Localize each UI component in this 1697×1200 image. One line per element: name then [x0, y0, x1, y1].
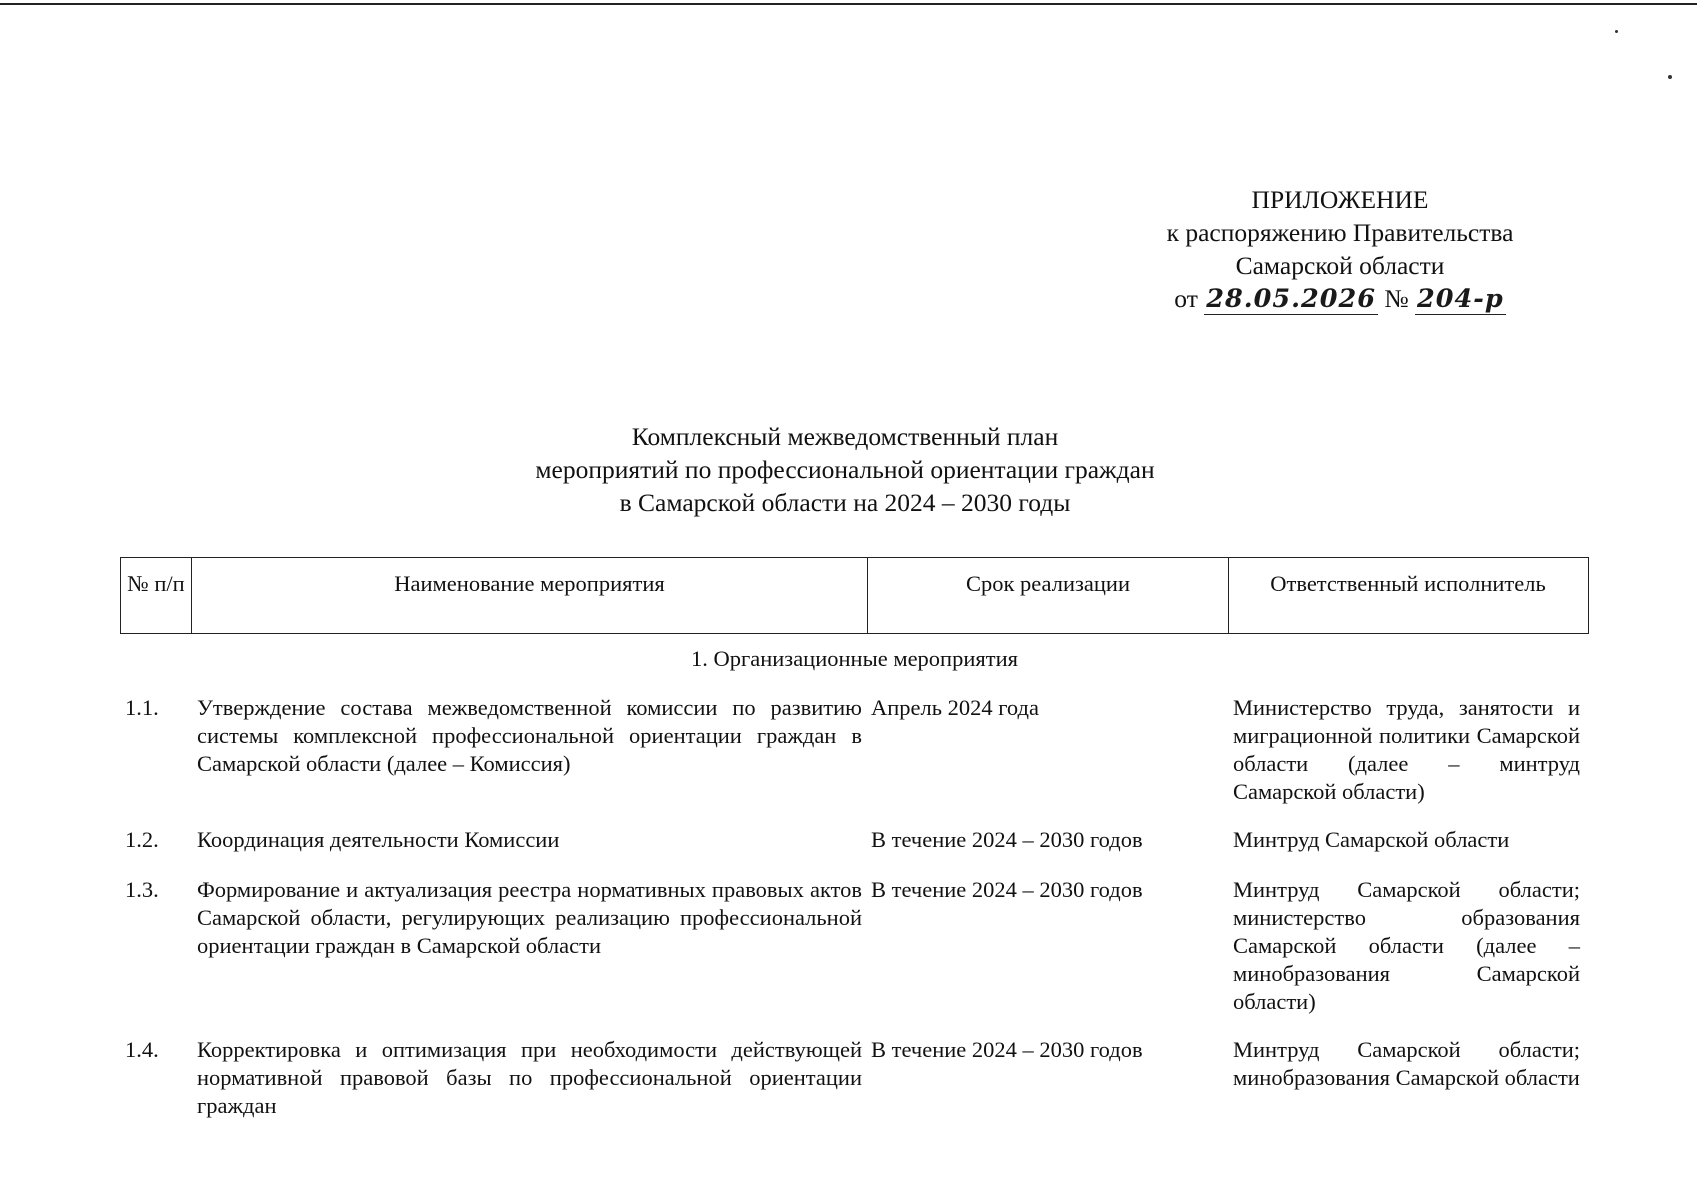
table-header	[120, 557, 1589, 634]
appendix-date-line	[1100, 282, 1580, 315]
appendix-heading: ПРИЛОЖЕНИЕ	[1251, 185, 1429, 214]
row-period: В течение 2024 – 2030 годов	[871, 827, 1143, 852]
row-name: Координация деятельности Комиссии	[197, 827, 560, 852]
row-name: Формирование и актуализация реестра нормативных правовых актов Самарской области, регулирующих реализацию профессиональной ориентации граждан в Самарской области	[197, 877, 862, 958]
handwritten-number: 204-р	[1417, 284, 1504, 314]
row-num: 1.4.	[125, 1037, 159, 1062]
row-num: 1.1.	[125, 695, 159, 720]
header-period: Срок реализации	[868, 558, 1229, 633]
row-responsible: Минтруд Самарской области; министерство образования Самарской области (далее – минобразования Самарской области)	[1233, 877, 1580, 1014]
row-responsible: Минтруд Самарской области	[1233, 827, 1510, 852]
appendix-block	[1100, 183, 1580, 315]
title-line-1: Комплексный межведомственный план	[631, 422, 1059, 451]
handwritten-date: 28.05.2026	[1206, 284, 1376, 314]
row-period: Апрель 2024 года	[871, 695, 1039, 720]
appendix-line-1: к распоряжению Правительства	[1166, 218, 1514, 247]
title-line-2: мероприятий по профессиональной ориентации граждан	[535, 455, 1155, 484]
number-prefix: №	[1384, 284, 1409, 313]
scan-speck	[1615, 30, 1618, 33]
row-period: В течение 2024 – 2030 годов	[871, 877, 1143, 902]
row-name: Корректировка и оптимизация при необходимости действующей нормативной правовой базы по профессиональной ориентации граждан	[197, 1037, 862, 1118]
document-title	[400, 420, 1290, 519]
scan-speck	[1668, 75, 1672, 79]
header-name: Наименование мероприятия	[192, 558, 868, 633]
row-responsible: Минтруд Самарской области; минобразования Самарской области	[1233, 1037, 1580, 1090]
row-num: 1.2.	[125, 827, 159, 852]
row-responsible: Министерство труда, занятости и миграционной политики Самарской области (далее – минтруд Самарской области)	[1233, 695, 1580, 804]
section-title: 1. Организационные мероприятия	[691, 646, 1018, 671]
row-name: Утверждение состава межведомственной комиссии по развитию системы комплексной профессиональной ориентации граждан в Самарской области (далее – Комиссия)	[197, 695, 862, 776]
title-line-3: в Самарской области на 2024 – 2030 годы	[619, 488, 1071, 517]
appendix-line-2: Самарской области	[1235, 251, 1445, 280]
row-num: 1.3.	[125, 877, 159, 902]
header-num: № п/п	[121, 558, 192, 633]
date-prefix: от	[1174, 284, 1198, 313]
header-responsible: Ответственный исполнитель	[1270, 571, 1546, 596]
top-rule	[0, 3, 1697, 5]
row-period: В течение 2024 – 2030 годов	[871, 1037, 1143, 1062]
